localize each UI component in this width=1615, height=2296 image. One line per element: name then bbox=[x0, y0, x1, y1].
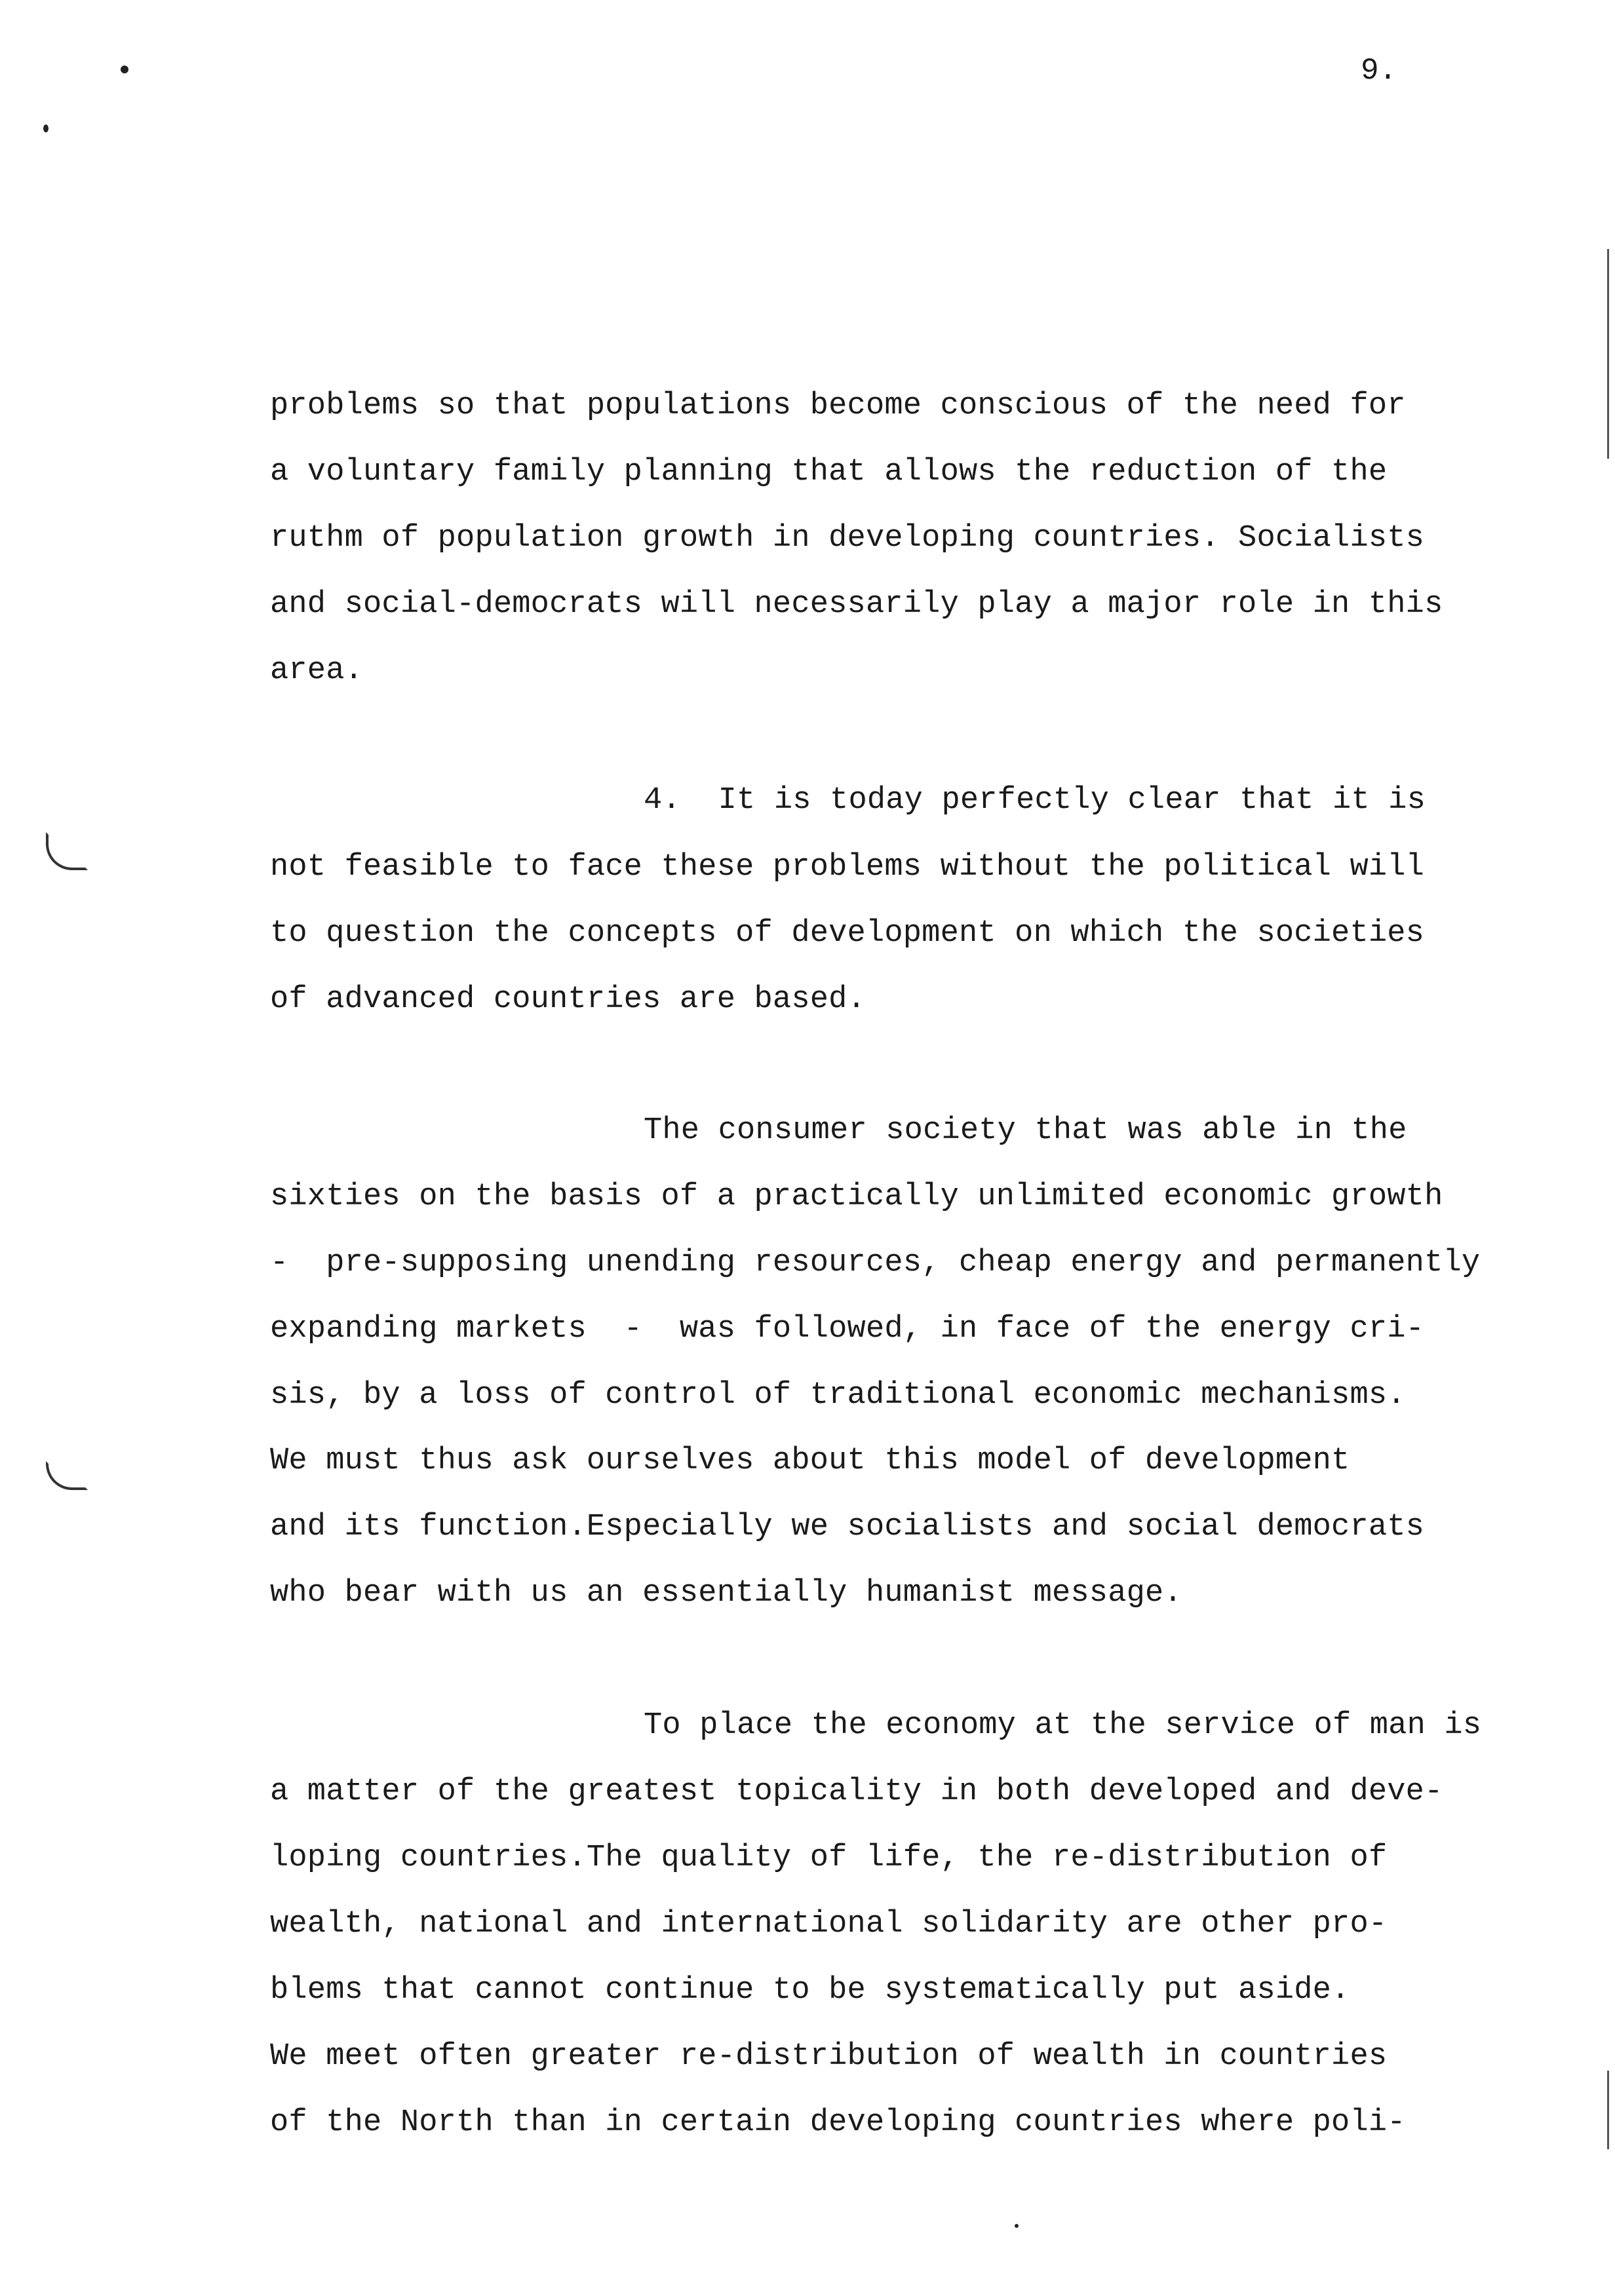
body-text-line: blems that cannot continue to be systematically put aside. bbox=[270, 1973, 1350, 2008]
body-text-line: not feasible to face these problems without the political will bbox=[270, 850, 1425, 885]
page-number: 9. bbox=[1361, 54, 1397, 88]
body-text-line: wealth, national and international solidarity are other pro- bbox=[270, 1907, 1388, 1942]
section-4-first-line: 4. It is today perfectly clear that it is bbox=[644, 783, 1426, 818]
body-text-line: a voluntary family planning that allows the reduction of the bbox=[270, 455, 1388, 489]
paragraph-first-line: The consumer society that was able in the bbox=[644, 1113, 1407, 1148]
scan-speck bbox=[121, 66, 128, 73]
body-text-line: sis, by a loss of control of traditional economic mechanisms. bbox=[270, 1378, 1406, 1413]
body-text-line: sixties on the basis of a practically unlimited economic growth bbox=[270, 1179, 1443, 1214]
scan-speck bbox=[1015, 2224, 1019, 2228]
page-edge-mark bbox=[1607, 249, 1609, 459]
paragraph-first-line: To place the economy at the service of man is bbox=[644, 1708, 1482, 1743]
body-text-line: ruthm of population growth in developing countries. Socialists bbox=[270, 521, 1425, 556]
body-text-line: of the North than in certain developing countries where poli- bbox=[270, 2105, 1406, 2140]
binding-hole-mark bbox=[46, 1461, 88, 1490]
body-text-line: - pre-supposing unending resources, cheap energy and permanently bbox=[270, 1246, 1481, 1280]
scan-speck bbox=[43, 124, 49, 132]
body-text-line: We must thus ask ourselves about this model of development bbox=[270, 1444, 1350, 1478]
body-text-line: a matter of the greatest topicality in both developed and deve- bbox=[270, 1774, 1443, 1809]
body-text-line: and its function.Especially we socialists and social democrats bbox=[270, 1510, 1425, 1544]
page-edge-mark bbox=[1607, 2071, 1609, 2149]
body-text-line: problems so that populations become conscious of the need for bbox=[270, 389, 1406, 423]
body-text-line: area. bbox=[270, 653, 364, 688]
body-text-line: who bear with us an essentially humanist message. bbox=[270, 1576, 1182, 1611]
body-text-line: We meet often greater re-distribution of wealth in countries bbox=[270, 2039, 1388, 2074]
body-text-line: to question the concepts of development on which the societies bbox=[270, 916, 1425, 951]
body-text-line: expanding markets - was followed, in face of the energy cri- bbox=[270, 1312, 1425, 1347]
body-text-line: of advanced countries are based. bbox=[270, 982, 866, 1017]
body-text-line: and social-democrats will necessarily play a major role in this bbox=[270, 587, 1443, 622]
binding-hole-mark bbox=[46, 832, 88, 870]
body-text-line: loping countries.The quality of life, the re-distribution of bbox=[270, 1841, 1388, 1875]
